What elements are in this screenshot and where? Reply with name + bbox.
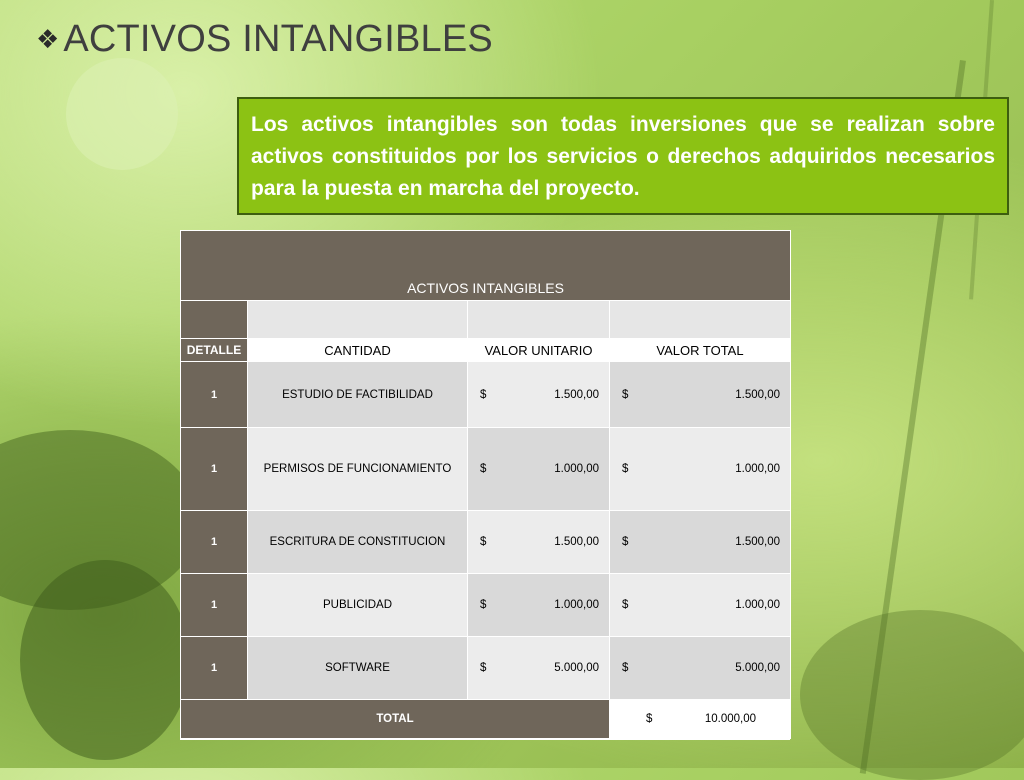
- quantity-cell: 1: [181, 637, 248, 700]
- column-header-cantidad: CANTIDAD: [248, 339, 468, 362]
- table-row: [181, 637, 791, 700]
- currency-symbol: $: [622, 536, 629, 548]
- unit-value-cell: [468, 574, 610, 637]
- currency-symbol: $: [622, 599, 629, 611]
- unit-value-cell: [468, 362, 610, 428]
- column-header-valor-total: VALOR TOTAL: [610, 339, 791, 362]
- grand-total-value: 10.000,00: [704, 713, 757, 725]
- currency-symbol: $: [480, 536, 487, 548]
- definition-panel: [237, 97, 1009, 215]
- quantity-cell: 1: [181, 511, 248, 574]
- table-caption: ACTIVOS INTANGIBLES: [181, 231, 791, 301]
- diamond-bullet-icon: ❖: [36, 24, 60, 55]
- total-value: 1.000,00: [735, 599, 781, 611]
- quantity-cell: 1: [181, 428, 248, 511]
- slide-title-row: [36, 18, 493, 61]
- total-value-cell: [610, 637, 791, 700]
- currency-symbol: $: [622, 662, 629, 674]
- currency-symbol: $: [480, 599, 487, 611]
- item-name-cell: ESCRITURA DE CONSTITUCION: [248, 511, 468, 574]
- total-label: TOTAL: [181, 700, 610, 739]
- column-header-detalle: DETALLE: [181, 339, 248, 362]
- definition-text: Los activos intangibles son todas inversiones que se realizan sobre activos constituidos por los servicios o derechos adquiridos necesarios para la puesta en marcha del proyecto.: [251, 113, 995, 200]
- total-value: 1.000,00: [735, 463, 781, 475]
- total-value-cell: [610, 362, 791, 428]
- currency-symbol: $: [622, 463, 629, 475]
- item-name-cell: PERMISOS DE FUNCIONAMIENTO: [248, 428, 468, 511]
- total-value: 1.500,00: [735, 536, 781, 548]
- table-row: [181, 428, 791, 511]
- blank-cell: [248, 301, 468, 339]
- unit-value-cell: [468, 428, 610, 511]
- table-row: [181, 574, 791, 637]
- quantity-cell: 1: [181, 574, 248, 637]
- unit-value-cell: [468, 511, 610, 574]
- background-circle-decoration: [66, 58, 178, 170]
- item-name-cell: PUBLICIDAD: [248, 574, 468, 637]
- total-value-cell: [610, 574, 791, 637]
- quantity-cell: 1: [181, 362, 248, 428]
- total-value-cell: [610, 511, 791, 574]
- blank-cell: [468, 301, 610, 339]
- currency-symbol: $: [480, 388, 487, 401]
- slide-title: ACTIVOS INTANGIBLES: [63, 18, 493, 60]
- total-value: 1.500,00: [735, 388, 781, 401]
- unit-value: 1.000,00: [554, 463, 599, 475]
- currency-symbol: $: [622, 388, 629, 401]
- grand-total-cell: [610, 700, 791, 739]
- total-value: 5.000,00: [735, 662, 781, 674]
- blank-cell: [610, 301, 791, 339]
- item-name-cell: SOFTWARE: [248, 637, 468, 700]
- currency-symbol: $: [646, 713, 653, 725]
- column-header-valor-unitario: VALOR UNITARIO: [468, 339, 610, 362]
- total-value-cell: [610, 428, 791, 511]
- unit-value-cell: [468, 637, 610, 700]
- table-row: [181, 362, 791, 428]
- total-row: [181, 700, 791, 739]
- blank-cell: [181, 301, 248, 339]
- table-row: [181, 511, 791, 574]
- background-ink-blot-decoration: [20, 560, 190, 760]
- background-ink-blot-decoration: [800, 610, 1024, 780]
- unit-value: 1.000,00: [554, 599, 599, 611]
- unit-value: 5.000,00: [554, 662, 599, 674]
- unit-value: 1.500,00: [554, 388, 599, 401]
- intangible-assets-table: [180, 230, 791, 739]
- item-name-cell: ESTUDIO DE FACTIBILIDAD: [248, 362, 468, 428]
- unit-value: 1.500,00: [554, 536, 599, 548]
- currency-symbol: $: [480, 463, 487, 475]
- intangible-assets-table-wrapper: [180, 230, 790, 740]
- currency-symbol: $: [480, 662, 487, 674]
